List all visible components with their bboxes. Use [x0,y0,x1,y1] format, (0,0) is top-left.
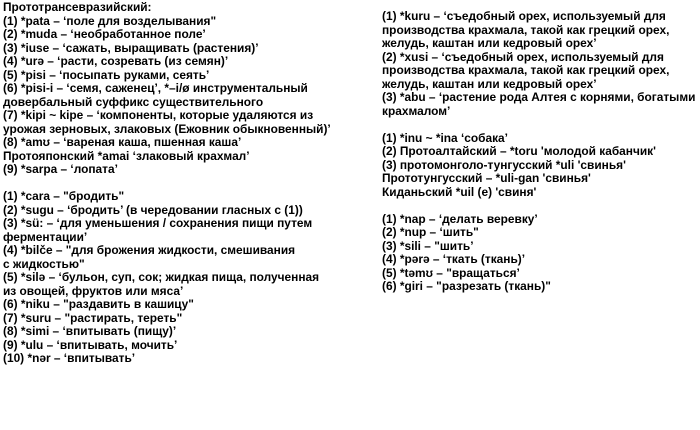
entry-paragraph: (3) *abu – ‘растение рода Алтея с корнями, богатыми крахмалом’ [382,90,696,118]
entry-line: (2) *nup – ‘шить" [382,225,479,239]
entry-line: Протояпонский *amai ‘злаковый крахмал’ [3,148,250,163]
entry-line: (7) *suru – "растирать, тереть" [3,310,183,325]
entry-line: (2) *muda – ‘необработанное поле’ [3,27,206,41]
right-column [382,10,698,294]
agriculture-terms-section [3,1,375,177]
entry-line: (6) *niku – "раздавить в кашицу" [3,297,194,311]
starch-plants-section [382,10,698,118]
entry-line: (4) *pərə – ‘ткать (ткань)’ [382,252,526,266]
entry-line: (8) *amʊ – ‘вареная каша, пшенная каша’ [3,135,242,149]
section-gap [382,199,698,213]
entry-line: довербальный суффикс существительного [3,94,264,109]
entry-line: с жидкостью" [3,256,85,271]
fermentation-terms-section [3,190,375,366]
entry-paragraph: (1) *kuru – ‘съедобный орех, используемый для производства крахмала, такой как грецкий орех, желудь, каштан или кедровый орех’ [382,9,670,50]
entry-line: (3) *iuse – ‘сажать, выращивать (растения)’ [3,40,259,55]
entry-line: (3) *sü: – ‘для уменьшения / сохранения пищи путем [3,216,313,230]
entry-line: (4) *bilče – "для брожения жидкости, смешивания [3,243,296,257]
entry-line: (3) *sili – "шить’ [382,238,474,253]
section-heading: Прототрансевразийский: [3,0,152,14]
entry-line: (6) *giri – "разрезать (ткань)" [382,279,551,293]
entry-line: (5) *təmʊ – "вращаться’ [382,265,520,280]
section-gap [3,177,375,191]
entry-line: (4) *urə – ‘расти, созревать (из семян)’ [3,54,229,68]
entry-line: (6) *pisi-i – ‘семя, саженец’, *–i/ø инструментальный [3,81,308,95]
entry-line: урожая зерновых, злаковых (Ежовник обыкновенный)’ [3,121,331,136]
entry-line: (3) протомонголо-тунгусский *uli 'свинья' [382,157,626,172]
domestic-animals-section [382,132,698,200]
entry-line: (5) *silə – ‘бульон, суп, сок; жидкая пища, полученная [3,270,320,284]
entry-line: (5) *pisi – ‘посыпать руками, сеять’ [3,67,210,82]
entry-line: (2) *sugu – ‘бродить’ (в чередовании гласных с (1)) [3,202,303,217]
weaving-terms-section [382,213,698,294]
entry-line: (1) *pata – ‘поле для возделывания" [3,13,217,28]
section-gap [382,118,698,132]
left-column [3,1,375,366]
entry-line: (8) *simi – ‘впитывать (пищу)’ [3,324,177,338]
entry-line: (1) *inu ~ *ina ‘собака’ [382,130,508,145]
entry-line: из овощей, фруктов или мяса’ [3,283,184,298]
entry-line: (9) *ulu – ‘впитывать, мочить’ [3,337,178,352]
entry-line: (2) Протоалтайский – *toru 'молодой кабанчик' [382,144,656,158]
entry-line: (7) *kipi ~ kipe – ‘компоненты, которые удаляются из [3,108,314,122]
entry-line: (10) *nər – ‘впитывать’ [3,351,136,365]
entry-line: ферментации’ [3,229,88,244]
entry-line: (1) *cara – "бродить" [3,189,125,203]
entry-line: (1) *nap – ‘делать веревку’ [382,211,538,226]
entry-line: Киданьский *uil (e) 'свиня' [382,184,537,199]
entry-line: Прототунгусский – *uli-gan 'свинья' [382,171,591,185]
entry-paragraph: (2) *xusi – ‘съедобный орех, используемый для производства крахмала, такой как грецкий орех, желудь, каштан или кедровый орех’ [382,49,670,91]
entry-line: (9) *sarpa – ‘лопата’ [3,162,118,176]
